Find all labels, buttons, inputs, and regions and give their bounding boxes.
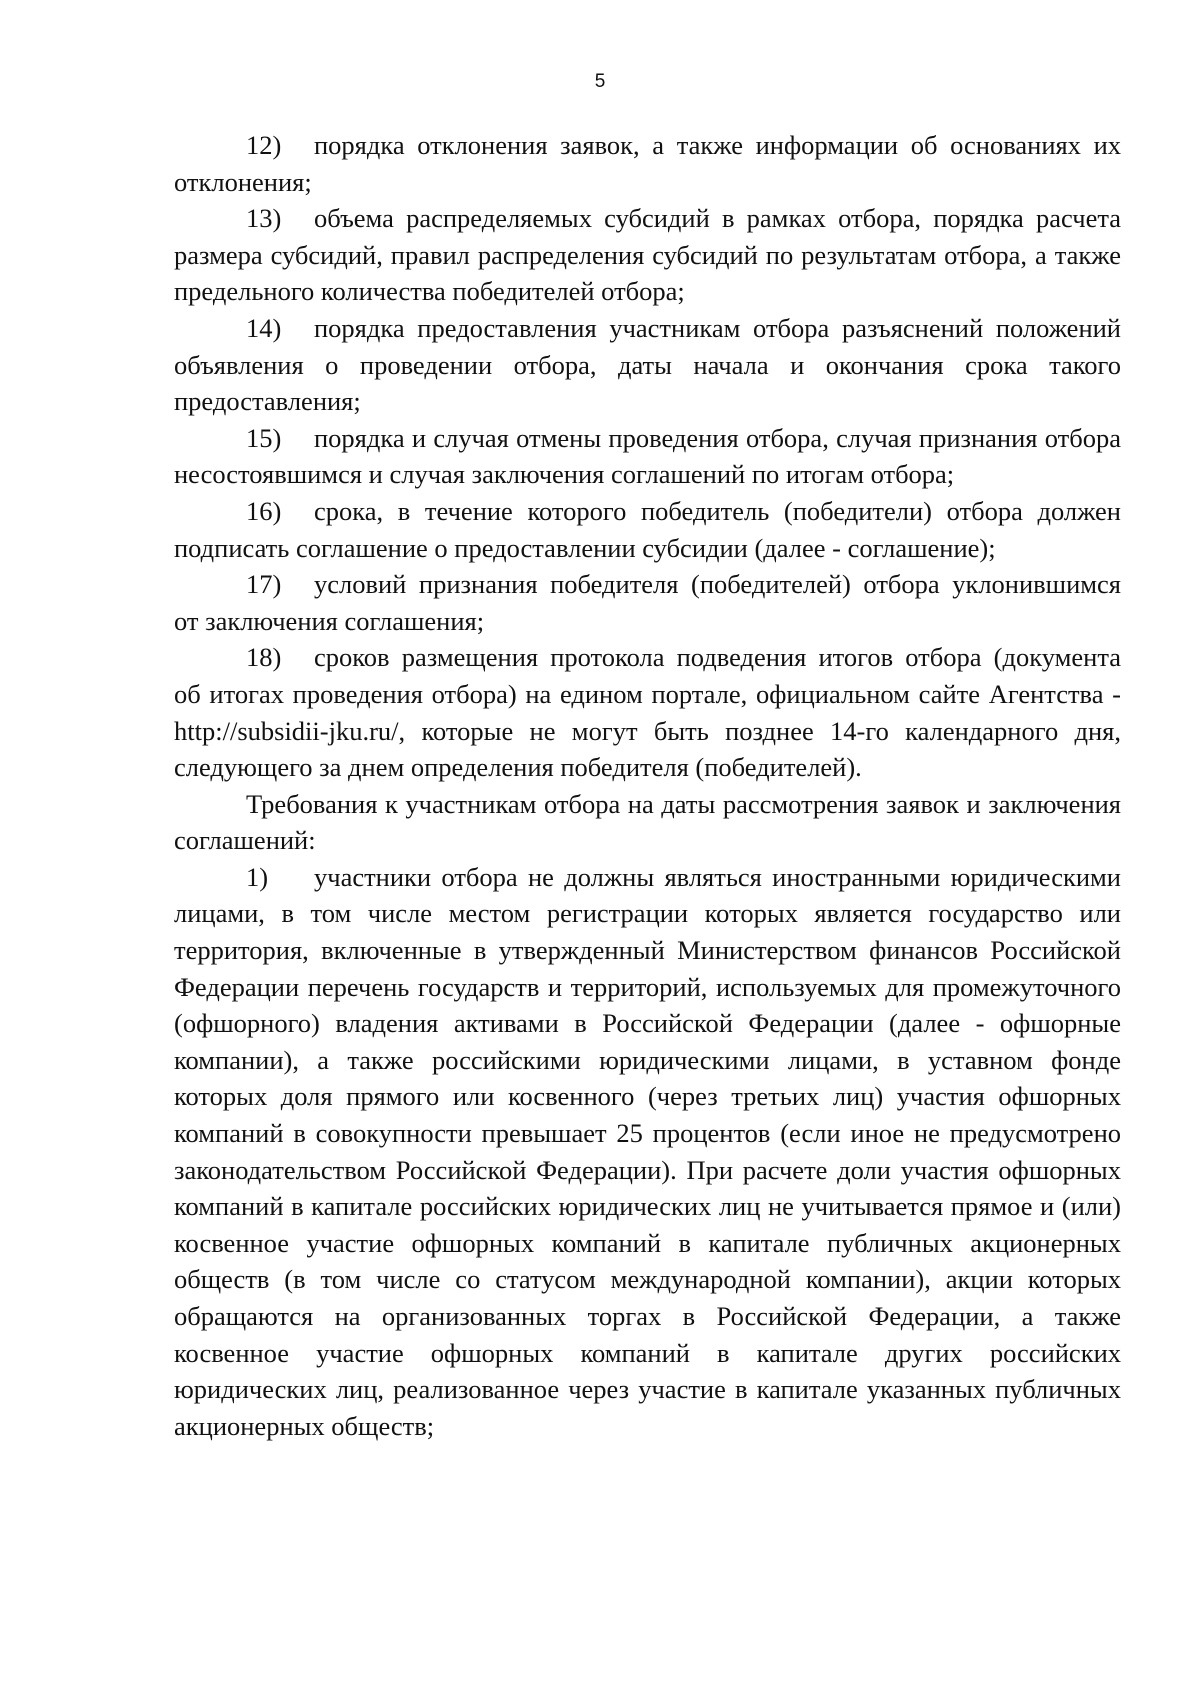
item-text: порядка отклонения заявок, а также информации об основаниях их отклонения;	[174, 130, 1121, 197]
item-number: 16)	[246, 495, 282, 526]
item-text: участники отбора не должны являться иностранными юридическими лицами, в том числе местом регистрации которых является государство или территория, включенные в утвержденный Министерством финансов Российской Федерации перечень государств и территорий, используемых для промежуточного (офшорного) владения активами в Российской Федерации (далее - офшорные компании), а также российскими юридическими лицами, в уставном фонде которых доля прямого или косвенного (через третьих лиц) участия офшорных компаний в совокупности превышает 25 процентов (если иное не предусмотрено законодательством Российской Федерации). При расчете доли участия офшорных компаний в капитале российских юридических лиц не учитывается прямое и (или) косвенное участие офшорных компаний в капитале публичных акционерных обществ (в том числе со статусом международной компании), акции которых обращаются на организованных торгах в Российской Федерации, а также косвенное участие офшорных компаний в капитале других российских юридических лиц, реализованное через участие в капитале указанных публичных акционерных обществ;	[174, 861, 1121, 1441]
item-number: 17)	[246, 569, 282, 600]
list-item-17	[174, 566, 1121, 639]
item-number: 14)	[246, 312, 282, 343]
item-text: порядка предоставления участникам отбора разъяснений положений объявления о проведении отбора, даты начала и окончания срока такого предоставления;	[174, 312, 1121, 417]
item-text: срока, в течение которого победитель (победители) отбора должен подписать соглашение о предоставлении субсидии (далее - соглашение);	[174, 495, 1121, 563]
requirements-intro: Требования к участникам отбора на даты рассмотрения заявок и заключения соглашений:	[174, 788, 1121, 856]
item-number: 1)	[246, 861, 269, 892]
item-number: 13)	[246, 203, 282, 234]
item-number: 12)	[246, 130, 282, 160]
item-text: порядка и случая отмены проведения отбора, случая признания отбора несостоявшимся и случая заключения соглашений по итогам отбора;	[174, 422, 1121, 490]
list-item-16	[174, 493, 1121, 566]
item-text: условий признания победителя (победителей) отбора уклонившимся от заключения соглашения;	[174, 569, 1121, 636]
list-item-12	[174, 127, 1121, 200]
document-body	[174, 127, 1121, 1444]
list-item-14	[174, 310, 1121, 420]
item-text: сроков размещения протокола подведения итогов отбора (документа об итогах проведения отбора) на едином портале, официальном сайте Агентства - http://subsidii-jku.ru/, которые не могут быть позднее 14-го календарного дня, следующего за днем определения победителя (победителей).	[174, 642, 1121, 783]
item-number: 15)	[246, 422, 282, 453]
item-number: 18)	[246, 642, 282, 673]
list-item-18	[174, 639, 1121, 785]
requirement-item-1	[174, 859, 1121, 1445]
item-text: объема распределяемых субсидий в рамках отбора, порядка расчета размера субсидий, правил распределения субсидий по результатам отбора, а также предельного количества победителей отбора;	[174, 203, 1121, 307]
page-number: 5	[594, 71, 606, 92]
list-item-15	[174, 420, 1121, 493]
list-item-13	[174, 200, 1121, 310]
